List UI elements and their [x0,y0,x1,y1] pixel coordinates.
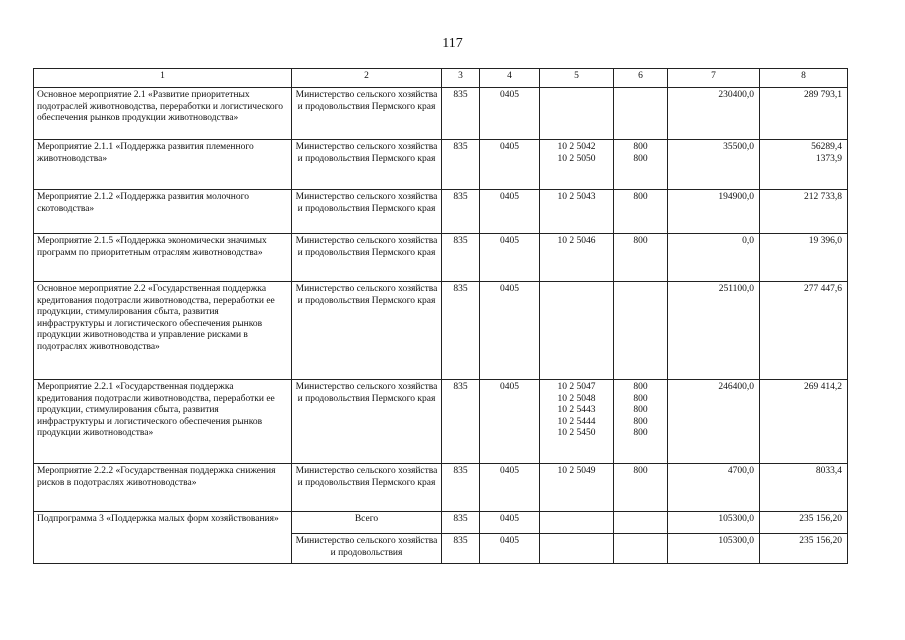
cell-section-code: 0405 [480,190,540,234]
cell-ministry-code: 835 [442,534,480,564]
cell-expense-type: 800 [614,234,668,282]
cell-amount-plan: 105300,0 [668,534,760,564]
cell-ministry-code: 835 [442,88,480,140]
executor: Министерство сельского хозяйства и продовольствия [292,534,442,564]
cell-ministry-code: 835 [442,380,480,464]
cell-amount-fact: 19 396,0 [760,234,848,282]
subprogram-name: Подпрограмма 3 «Поддержка малых форм хозяйствования» [34,512,292,564]
activity-name: Мероприятие 2.2.2 «Государственная поддержка снижения рисков в подотраслях животноводства» [34,464,292,512]
col-header: 5 [540,69,614,88]
cell-target-code: 10 2 5046 [540,234,614,282]
cell-ministry-code: 835 [442,234,480,282]
cell-expense-type: 800 800 [614,140,668,190]
executor: Министерство сельского хозяйства и продовольствия Пермского края [292,234,442,282]
activity-name: Мероприятие 2.1.2 «Поддержка развития молочного скотоводства» [34,190,292,234]
cell-expense-type: 800 800 800 800 800 [614,380,668,464]
activity-name: Мероприятие 2.1.5 «Поддержка экономически значимых программ по приоритетным отраслям животноводства» [34,234,292,282]
cell-target-code [540,282,614,380]
cell-section-code: 0405 [480,282,540,380]
cell-amount-fact: 8033,4 [760,464,848,512]
cell-amount-fact: 277 447,6 [760,282,848,380]
cell-expense-type [614,88,668,140]
cell-amount-plan: 0,0 [668,234,760,282]
table-row [34,380,848,464]
activity-name: Мероприятие 2.2.1 «Государственная поддержка кредитования подотрасли животноводства, переработки ее продукции, стимулирования сбыта, развития инфраструктуры и логистического обеспечения рынков продукции животноводства» [34,380,292,464]
page-number: 117 [442,36,463,51]
cell-expense-type: 800 [614,190,668,234]
col-header: 6 [614,69,668,88]
cell-amount-fact: 212 733,8 [760,190,848,234]
cell-amount-plan: 246400,0 [668,380,760,464]
table-row [34,234,848,282]
cell-amount-plan: 105300,0 [668,512,760,534]
cell-amount-plan: 35500,0 [668,140,760,190]
cell-expense-type [614,534,668,564]
executor: Министерство сельского хозяйства и продовольствия Пермского края [292,88,442,140]
table-row [34,140,848,190]
executor: Министерство сельского хозяйства и продовольствия Пермского края [292,282,442,380]
activity-name: Мероприятие 2.1.1 «Поддержка развития племенного животноводства» [34,140,292,190]
cell-section-code: 0405 [480,88,540,140]
executor: Министерство сельского хозяйства и продовольствия Пермского края [292,380,442,464]
col-header: 8 [760,69,848,88]
cell-target-code: 10 2 5049 [540,464,614,512]
col-header: 4 [480,69,540,88]
cell-target-code [540,88,614,140]
cell-expense-type [614,512,668,534]
cell-amount-fact: 289 793,1 [760,88,848,140]
col-header: 1 [34,69,292,88]
table-row [34,190,848,234]
cell-target-code [540,512,614,534]
cell-ministry-code: 835 [442,190,480,234]
cell-amount-plan: 230400,0 [668,88,760,140]
header-row [34,69,848,88]
cell-amount-plan: 251100,0 [668,282,760,380]
col-header: 2 [292,69,442,88]
cell-section-code: 0405 [480,140,540,190]
cell-amount-fact: 269 414,2 [760,380,848,464]
cell-target-code [540,534,614,564]
table-row [34,88,848,140]
activity-name: Основное мероприятие 2.2 «Государственная поддержка кредитования подотрасли животноводства, переработки ее продукции, стимулирования сбыта, развития инфраструктуры и логистического обеспечения рынков продукции животноводства и управление рисками в подотраслях животноводства» [34,282,292,380]
cell-amount-plan: 194900,0 [668,190,760,234]
cell-ministry-code: 835 [442,464,480,512]
executor: Министерство сельского хозяйства и продовольствия Пермского края [292,190,442,234]
cell-amount-fact: 56289,4 1373,9 [760,140,848,190]
cell-amount-fact: 235 156,20 [760,534,848,564]
col-header: 3 [442,69,480,88]
col-header: 7 [668,69,760,88]
cell-target-code: 10 2 5042 10 2 5050 [540,140,614,190]
executor: Министерство сельского хозяйства и продовольствия Пермского края [292,140,442,190]
cell-target-code: 10 2 5047 10 2 5048 10 2 5443 10 2 5444 10 2 5450 [540,380,614,464]
cell-section-code: 0405 [480,234,540,282]
cell-section-code: 0405 [480,512,540,534]
cell-section-code: 0405 [480,464,540,512]
cell-amount-plan: 4700,0 [668,464,760,512]
cell-section-code: 0405 [480,534,540,564]
executor: Всего [292,512,442,534]
activity-name: Основное мероприятие 2.1 «Развитие приоритетных подотраслей животноводства, переработки и логистического обеспечения рынков продукции животноводства» [34,88,292,140]
table-row [34,464,848,512]
table-row [34,512,848,534]
executor: Министерство сельского хозяйства и продовольствия Пермского края [292,464,442,512]
cell-section-code: 0405 [480,380,540,464]
cell-expense-type: 800 [614,464,668,512]
cell-amount-fact: 235 156,20 [760,512,848,534]
cell-target-code: 10 2 5043 [540,190,614,234]
cell-ministry-code: 835 [442,140,480,190]
budget-table [33,68,848,564]
cell-ministry-code: 835 [442,512,480,534]
table-row [34,282,848,380]
cell-ministry-code: 835 [442,282,480,380]
cell-expense-type [614,282,668,380]
